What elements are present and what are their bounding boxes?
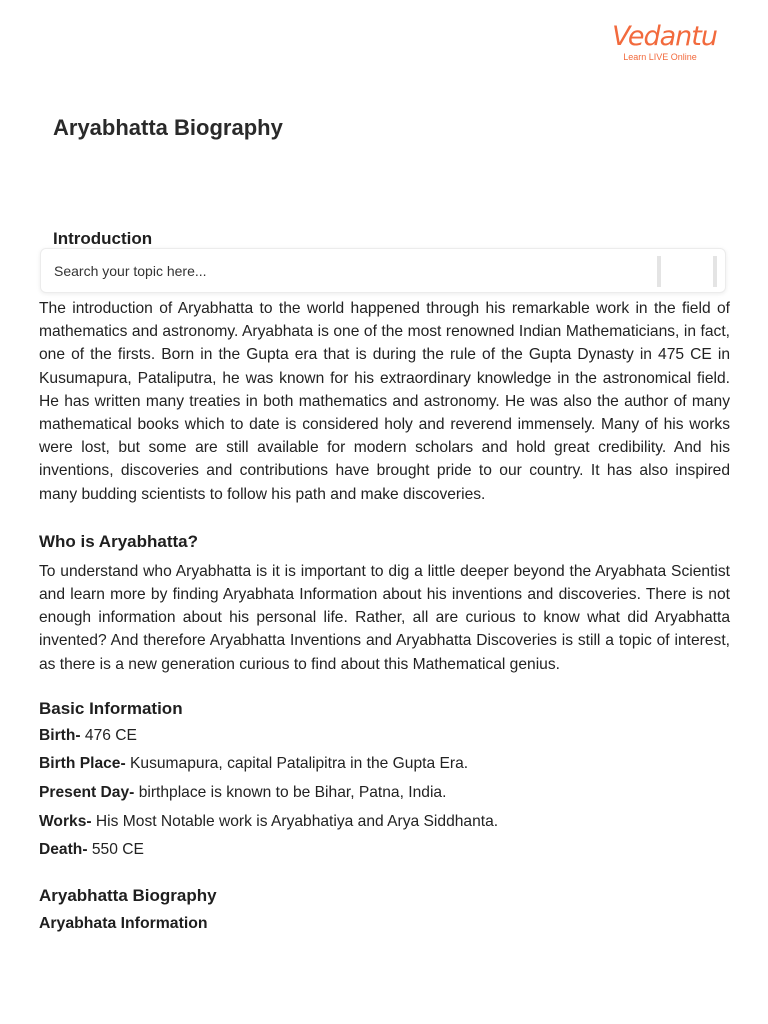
info-item-present-day: [39, 779, 730, 808]
info-value: Kusumapura, capital Patalipitra in the Gupta Era.: [130, 755, 469, 773]
basic-information-list: [39, 722, 730, 865]
vedantu-logo[interactable]: [612, 21, 717, 62]
who-is-aryabhatta-paragraph: To understand who Aryabhatta is it is important to dig a little deeper beyond the Aryabhata Scientist and learn more by finding Aryabhata Information about his inventions and discoveries. There is not enough information about his personal life. Rather, all are curious to know what did Aryabhatta invented? And therefore Aryabhatta Inventions and Aryabhatta Discoveries is still a topic of interest, as there is a new generation curious to find about this Mathematical genius.: [39, 562, 730, 673]
info-label: Present Day-: [39, 784, 135, 802]
search-button[interactable]: [657, 256, 717, 287]
who-is-aryabhatta-heading: Who is Aryabhatta?: [39, 531, 198, 551]
introduction-paragraph: The introduction of Aryabhatta to the world happened through his remarkable work in the field of mathematics and astronomy. Aryabhata is one of the most renowned Indian Mathematicians, in fact, one of the firsts. Born in the Gupta era that is during the rule of the Gupta Dynasty in 475 CE in Kusumapura, Pataliputra, he was known for his extraordinary knowledge in the astronomical field. He has written many treaties in both mathematics and astronomy. He was also the author of many mathematical books which to date is considered holy and reverend immensely. Many of his works were lost, but some are still available for modern scholars and hold great credibility. And his inventions, discoveries and contributions have brought pride to our country. It has also inspired many budding scientists to follow his path and make discoveries.: [39, 300, 730, 503]
info-value: His Most Notable work is Aryabhatiya and Arya Siddhanta.: [95, 812, 499, 830]
search-bar: [40, 248, 726, 293]
aryabhatta-biography-heading: Aryabhatta Biography: [39, 885, 217, 905]
logo-wordmark: Vedantu: [612, 21, 717, 52]
info-label: Birth-: [39, 726, 81, 744]
info-label: Works-: [39, 812, 92, 830]
info-value: birthplace is known to be Bihar, Patna, India.: [138, 784, 447, 802]
introduction-heading: Introduction: [53, 229, 153, 248]
info-value: 550 CE: [91, 841, 144, 859]
info-label: Death-: [39, 841, 88, 859]
info-value: 476 CE: [84, 726, 137, 744]
info-item-works: [39, 808, 730, 837]
info-item-birth: [39, 722, 730, 751]
info-item-death: [39, 836, 730, 865]
info-item-birth-place: [39, 750, 730, 779]
article-body: [39, 297, 730, 935]
basic-information-heading: Basic Information: [39, 698, 183, 718]
aryabhata-information-subheading: Aryabhata Information: [39, 914, 208, 932]
info-label: Birth Place-: [39, 755, 126, 773]
logo-tagline: Learn LIVE Online: [623, 52, 697, 62]
search-input[interactable]: [54, 259, 634, 283]
page-title: Aryabhatta Biography: [53, 115, 283, 140]
